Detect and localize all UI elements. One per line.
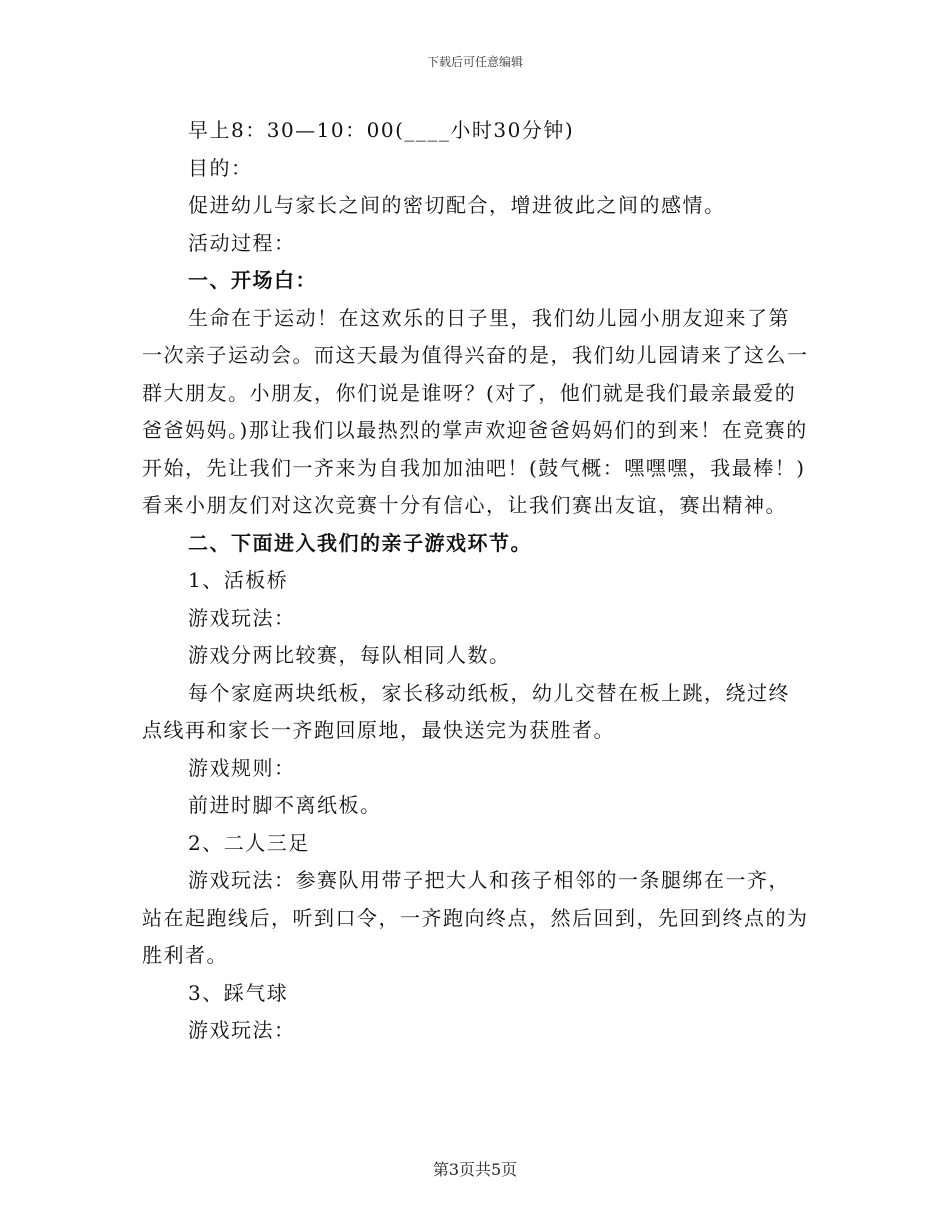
section-heading-games: 二、下面进入我们的亲子游戏环节。 bbox=[188, 530, 532, 555]
game-1-rule-label: 游戏规则： bbox=[188, 755, 296, 780]
game-1-play-paragraph-2: 每个家庭两块纸板，家长移动纸板，幼儿交替在板上跳，绕过终点线再和家长一齐跑回原地，最快送完为获胜者。 bbox=[142, 680, 790, 742]
time-paragraph: 早上8：30—10：00(____小时30分钟) bbox=[188, 118, 575, 142]
page-footer: 第3页共5页 bbox=[432, 1160, 518, 1179]
game-2-play-paragraph: 游戏玩法：参赛队用带子把大人和孩子相邻的一条腿绑在一齐，站在起跑线后，听到口令，一齐跑向终点，然后回到，先回到终点的为胜利者。 bbox=[142, 868, 809, 967]
page-header: 下载后可任意编辑 bbox=[426, 55, 523, 69]
game-1-play-paragraph-1: 游戏分两比较赛，每队相同人数。 bbox=[188, 643, 511, 667]
game-1-play-label: 游戏玩法： bbox=[188, 605, 296, 630]
game-3-play-label: 游戏玩法： bbox=[188, 1018, 296, 1042]
game-3-title: 3、踩气球 bbox=[188, 980, 289, 1005]
process-label: 活动过程： bbox=[188, 230, 296, 255]
document-body bbox=[142, 112, 810, 1050]
purpose-label: 目的： bbox=[188, 155, 253, 180]
purpose-paragraph: 促进幼儿与家长之间的密切配合，增进彼此之间的感情。 bbox=[188, 193, 726, 217]
opening-paragraph: 生命在于运动！在这欢乐的日子里，我们幼儿园小朋友迎来了第一次亲子运动会。而这天最为值得兴奋的是，我们幼儿园请来了这么一群大朋友。小朋友，你们说是谁呀？(对了，他们就是我们最亲最爱的爸爸妈妈。)那让我们以最热烈的掌声欢迎爸爸妈妈们的到来！在竞赛的开始，先让我们一齐来为自我加加油吧！(鼓气概：嘿嘿嘿，我最棒！)看来小朋友们对这次竞赛十分有信心，让我们赛出友谊，赛出精神。 bbox=[142, 305, 809, 517]
game-1-title: 1、活板桥 bbox=[188, 568, 289, 592]
game-2-title: 2、二人三足 bbox=[188, 830, 310, 855]
game-1-rule-paragraph: 前进时脚不离纸板。 bbox=[188, 793, 382, 817]
section-heading-opening: 一、开场白： bbox=[188, 268, 317, 292]
